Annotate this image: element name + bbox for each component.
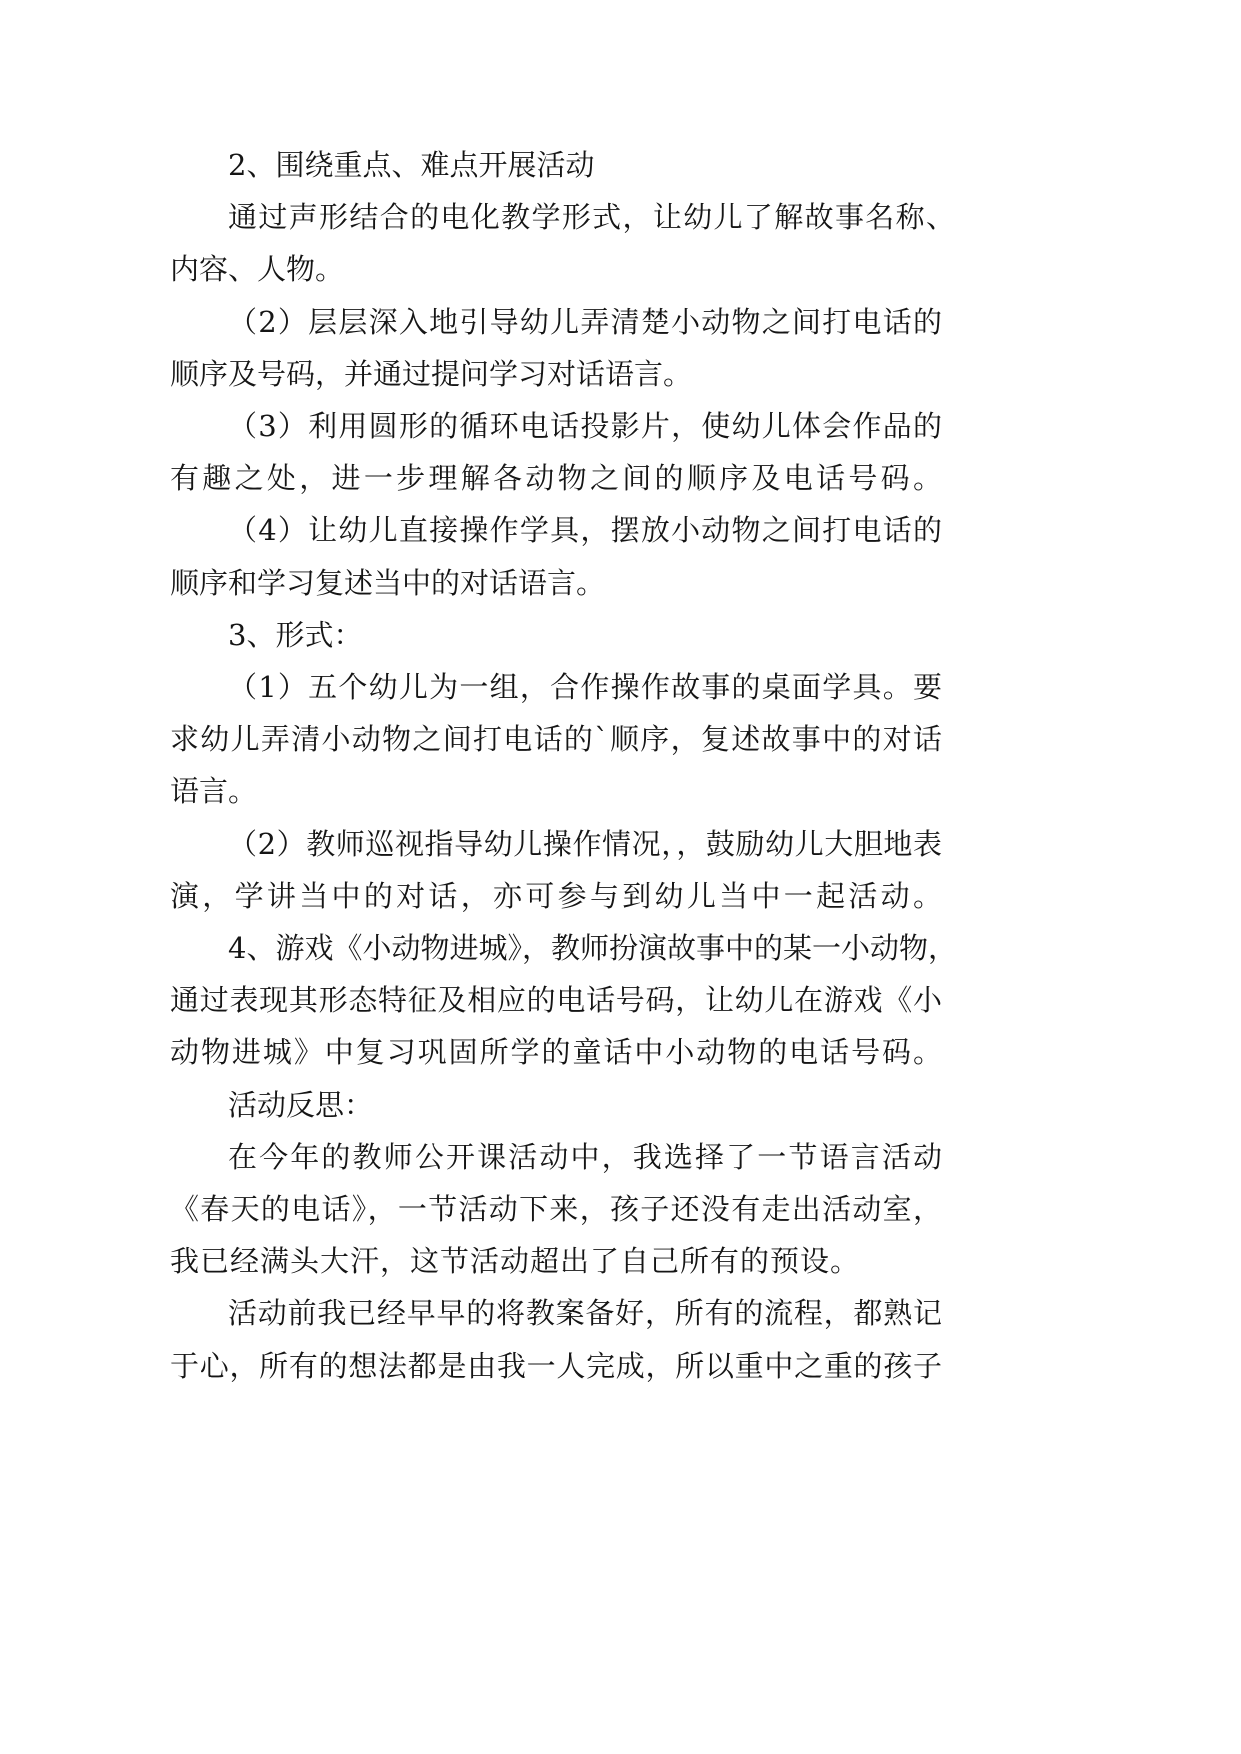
paragraph-line: 顺序和学习复述当中的对话语言。 bbox=[170, 566, 606, 600]
paragraph-line: 通过声形结合的电化教学形式，让幼儿了解故事名称、 bbox=[228, 200, 955, 234]
paragraph-line: （2）层层深入地引导幼儿弄清楚小动物之间打电话的 bbox=[228, 305, 942, 339]
paragraph-line: 我已经满头大汗，这节活动超出了自己所有的预设。 bbox=[170, 1244, 861, 1278]
paragraph-line: 动物进城》中复习巩固所学的童话中小动物的电话号码。 bbox=[170, 1035, 942, 1069]
section-heading: 2、围绕重点、难点开展活动 bbox=[228, 148, 595, 182]
paragraph-line: （4）让幼儿直接操作学具，摆放小动物之间打电话的 bbox=[228, 513, 942, 547]
paragraph-line: 4、游戏《小动物进城》，教师扮演故事中的某一小动物， bbox=[228, 931, 957, 965]
paragraph-line: 演，学讲当中的对话，亦可参与到幼儿当中一起活动。 bbox=[170, 879, 942, 913]
paragraph-line: 求幼儿弄清小动物之间打电话的`顺序，复述故事中的对话 bbox=[170, 722, 942, 756]
paragraph-line: 通过表现其形态特征及相应的电话号码，让幼儿在游戏《小 bbox=[170, 983, 942, 1017]
paragraph-line: （3）利用圆形的循环电话投影片，使幼儿体会作品的 bbox=[228, 409, 942, 443]
paragraph-line: 有趣之处，进一步理解各动物之间的顺序及电话号码。 bbox=[170, 461, 942, 495]
section-heading: 3、形式： bbox=[228, 618, 363, 652]
paragraph-line: 在今年的教师公开课活动中，我选择了一节语言活动 bbox=[228, 1140, 942, 1174]
paragraph-line: （2）教师巡视指导幼儿操作情况，，鼓励幼儿大胆地表 bbox=[228, 827, 942, 861]
paragraph-line: 内容、人物。 bbox=[170, 252, 345, 286]
section-heading: 活动反思： bbox=[228, 1088, 374, 1122]
paragraph-line: （1）五个幼儿为一组，合作操作故事的桌面学具。要 bbox=[228, 670, 942, 704]
paragraph-line: 《春天的电话》，一节活动下来，孩子还没有走出活动室， bbox=[170, 1192, 942, 1226]
paragraph-line: 活动前我已经早早的将教案备好，所有的流程，都熟记 bbox=[228, 1296, 942, 1330]
paragraph-line: 顺序及号码，并通过提问学习对话语言。 bbox=[170, 357, 693, 391]
paragraph-line: 语言。 bbox=[170, 774, 258, 808]
paragraph-line: 于心，所有的想法都是由我一人完成，所以重中之重的孩子 bbox=[170, 1349, 942, 1383]
